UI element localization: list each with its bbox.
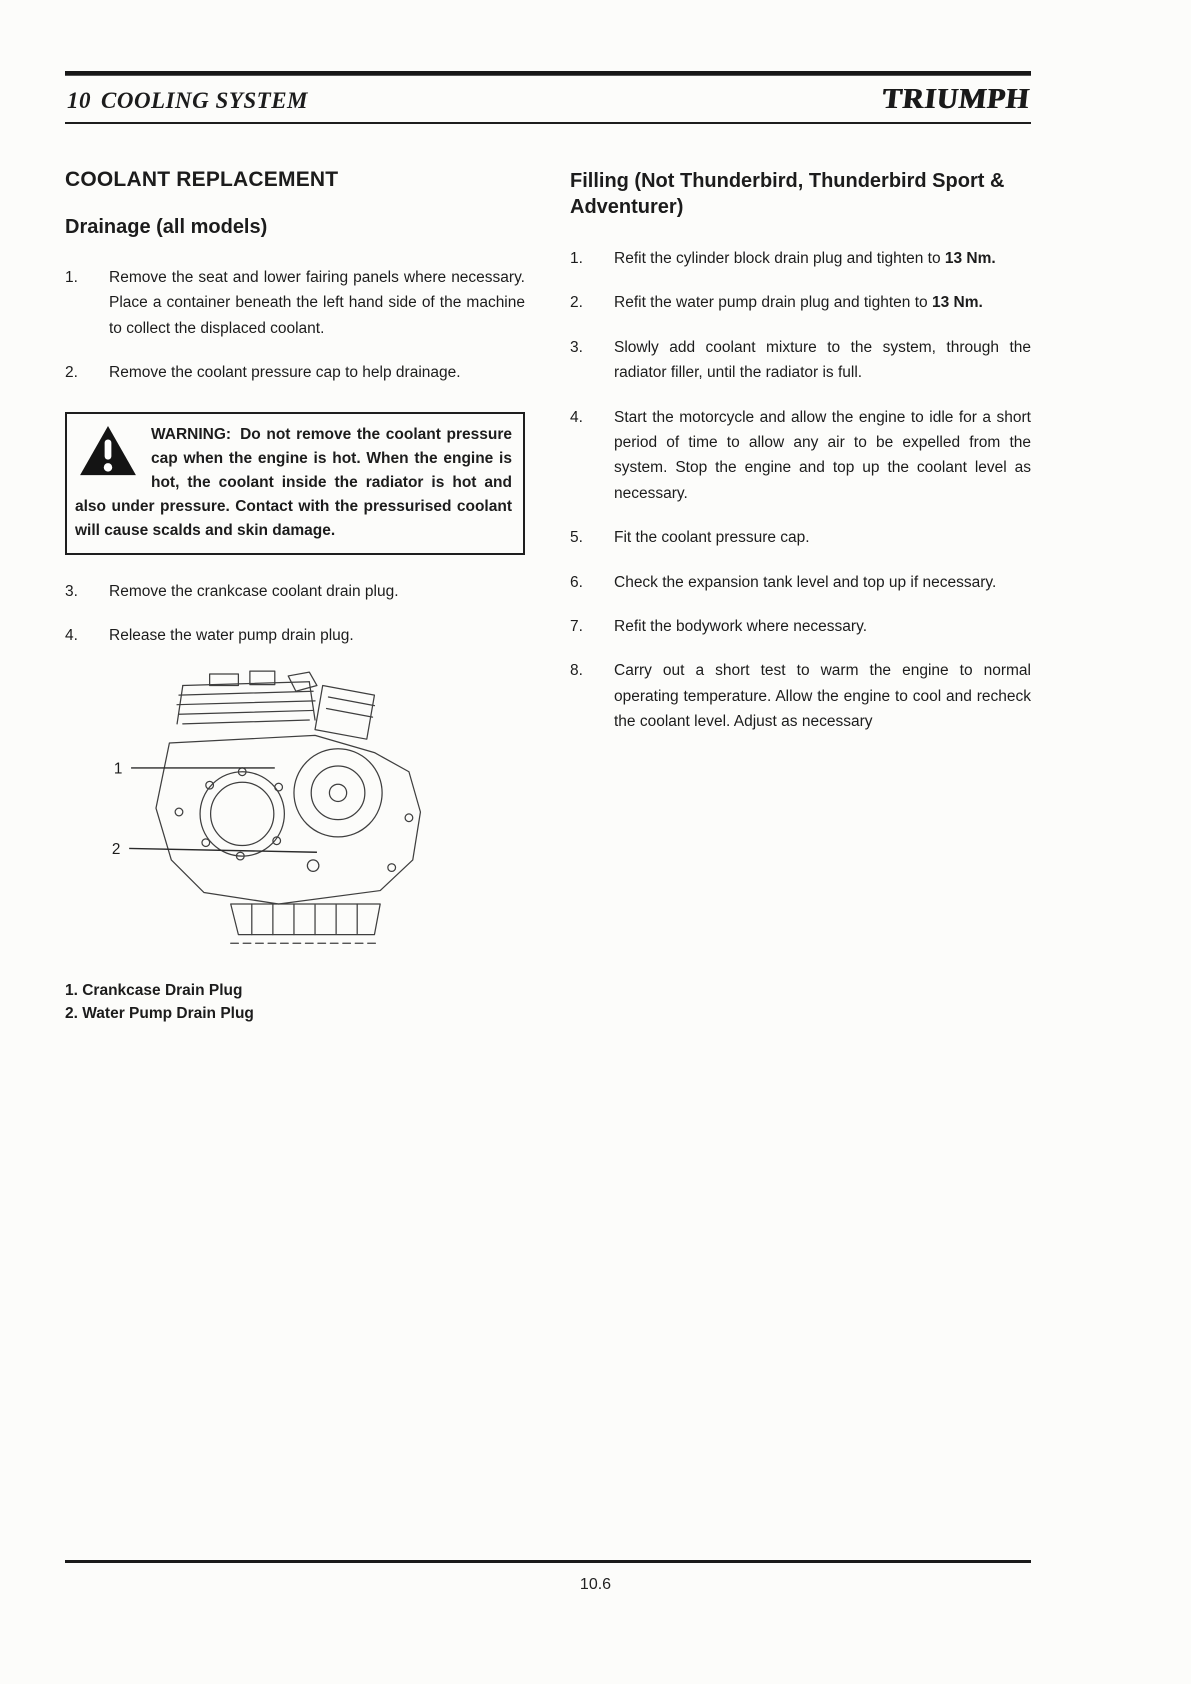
triumph-logo: TRIUMPH [880,83,1031,115]
page-header [65,71,1031,124]
page-number: 10.6 [579,1576,612,1593]
step-text: Slowly add coolant mixture to the system, through the radiator filler, until the radiator is full. [614,338,1031,382]
left-column [65,168,525,1025]
list-item [570,290,1031,315]
header-row [65,76,1031,122]
step-number: 8. [570,662,583,680]
warning-triangle-icon [77,425,139,477]
list-item [570,335,1031,386]
page-content [65,0,1031,1025]
figure-caption-block [65,979,525,1026]
step-text: Check the expansion tank level and top up if necessary. [614,573,997,591]
subsection-title-filling: Filling (Not Thunderbird, Thunderbird Sport & Adventurer) [570,170,1005,218]
step-text: Carry out a short test to warm the engine to normal operating temperature. Allow the engine to cool and recheck the coolant level. Adjust as necessary [614,662,1031,731]
figure-callout-1: 1 [113,760,123,778]
subsection-title-drainage: Drainage (all models) [65,216,268,238]
chapter-heading [67,88,308,114]
list-item [65,623,525,648]
step-text: Refit the water pump drain plug and tighten to 13 Nm. [614,294,983,312]
warning-box [65,412,525,555]
step-number: 4. [65,627,78,645]
list-item [570,658,1031,734]
step-number: 7. [570,618,583,636]
list-item [65,579,525,604]
list-item [570,405,1031,507]
step-number: 6. [570,573,583,591]
figure-caption: 1. Crankcase Drain Plug [65,981,243,999]
step-text: Remove the seat and lower fairing panels where necessary. Place a container beneath the left hand side of the machine to collect the displaced coolant. [109,269,525,337]
section-title: COOLANT REPLACEMENT [65,168,339,191]
list-item [570,570,1031,595]
right-column [570,168,1031,1025]
step-text: Refit the cylinder block drain plug and tighten to 13 Nm. [614,250,996,267]
header-bottom-rule [65,122,1031,124]
warning-text: Do not remove the coolant pressure cap when the engine is hot. When the engine is hot, the coolant inside the radiator is hot and also under pressure. Contact with the pressurised coolant will cause scalds and skin damage. [75,425,512,539]
two-column-layout [65,168,1031,1025]
list-item [65,360,525,385]
list-item [570,525,1031,550]
figure-caption: 2. Water Pump Drain Plug [65,1004,254,1022]
engine-figure [87,668,525,961]
step-number: 1. [65,269,78,286]
engine-diagram [87,668,499,956]
warning-label: WARNING: [151,425,232,443]
step-number: 4. [570,408,583,426]
step-number: 2. [570,294,583,312]
step-text: Remove the coolant pressure cap to help drainage. [109,364,461,382]
step-text: Refit the bodywork where necessary. [614,618,867,636]
step-number: 3. [570,338,583,356]
chapter-title: COOLING SYSTEM [101,88,309,113]
step-number: 3. [65,582,78,600]
step-text: Release the water pump drain plug. [109,627,354,645]
list-item [570,614,1031,639]
footer-rule [65,1560,1031,1563]
chapter-number: 10 [67,88,91,113]
figure-callout-2: 2 [111,840,121,858]
step-text: Remove the crankcase coolant drain plug. [109,582,399,600]
step-text: Fit the coolant pressure cap. [614,529,810,547]
step-number: 2. [65,364,78,382]
step-text: Start the motorcycle and allow the engine to idle for a short period of time to allow any air to be expelled from the system. Stop the engine and top up the coolant level as necessary. [614,408,1031,502]
list-item [65,265,525,341]
step-number: 1. [570,250,583,267]
step-number: 5. [570,529,583,547]
list-item [570,246,1031,271]
